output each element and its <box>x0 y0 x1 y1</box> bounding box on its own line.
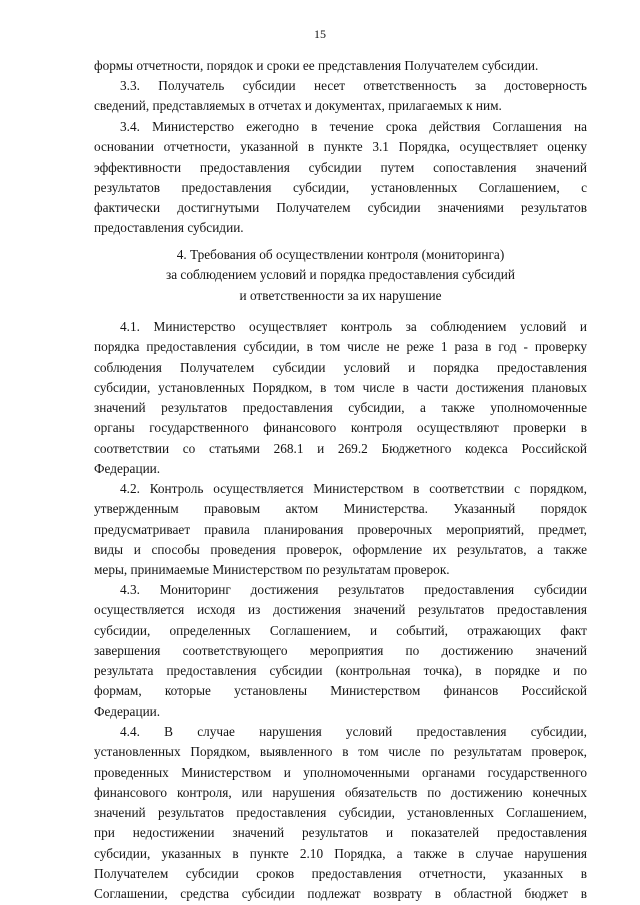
text-line: основании отчетности, указанной в пункте 3.1 Порядка, осуществляет оценку <box>94 139 587 155</box>
text-line: субсидии, установленных Порядком, в том числе в части достижения плановых <box>94 379 587 395</box>
text-line: предоставления субсидии. <box>94 220 244 236</box>
text-line: установленных Порядком, выявленного в том числе по результатам проверок, <box>94 744 587 760</box>
paragraph-4-1 <box>94 317 587 479</box>
text-line: меры, принимаемые Министерством по результатам проверок. <box>94 562 450 578</box>
text-line: значений результатов предоставления субсидии, а также уполномоченные <box>94 400 587 416</box>
text-line: Получателем субсидии сроков предоставления отчетности, указанных в <box>94 866 587 882</box>
text-line: виды и способы проведения проверок, оформление их результатов, а также <box>94 541 587 557</box>
text-line: 4.4. В случае нарушения условий предоставления субсидии, <box>120 724 587 739</box>
text-line: предусматривает правила планирования проверочных мероприятий, предмет, <box>94 521 587 537</box>
text-line: порядка предоставления субсидии, в том числе не реже 1 раза в год - проверку <box>94 339 587 355</box>
section-heading <box>94 245 587 306</box>
text-line: формы отчетности, порядок и сроки ее представления Получателем субсидии. <box>94 58 539 73</box>
text-line: результатов предоставления субсидии, установленных Соглашением, с <box>94 179 587 195</box>
text-line: проведенных Министерством и уполномоченными органами государственного <box>94 764 587 780</box>
text-line: фактически достигнутыми Получателем субсидии значениями результатов <box>94 200 587 216</box>
paragraph-3-4 <box>94 117 587 239</box>
text-line: сведений, представляемых в отчетах и документах, прилагаемых к ним. <box>94 98 502 114</box>
text-line: осуществляется исходя из достижения значений результатов предоставления <box>94 602 587 618</box>
text-line: 3.4. Министерство ежегодно в течение срока действия Соглашения на <box>120 119 587 134</box>
paragraph-continuation <box>94 56 587 76</box>
text-line: при недостижении значений результатов и показателей предоставления <box>94 825 587 841</box>
paragraph-4-4 <box>94 722 587 905</box>
text-line: Федерации. <box>94 703 161 719</box>
text-line: Федерации. <box>94 461 161 477</box>
heading-line: за соблюдением условий и порядка предоставления субсидий <box>165 267 516 283</box>
paragraph-4-2 <box>94 479 587 580</box>
text-line: 4.2. Контроль осуществляется Министерством в соответствии с порядком, <box>120 481 587 496</box>
paragraph-4-3 <box>94 580 587 722</box>
text-line: 4.1. Министерство осуществляет контроль за соблюдением условий и <box>120 319 587 334</box>
text-line: значений результатов предоставления субсидии, установленных Соглашением, <box>94 805 587 821</box>
text-line: утвержденным правовым актом Министерства. Указанный порядок <box>94 501 587 517</box>
text-line: органы государственного финансового контроля осуществляют проверки в <box>94 420 587 436</box>
text-line: завершения соответствующего мероприятия по достижению значений <box>94 642 587 658</box>
page-number: 15 <box>314 27 326 41</box>
text-line: субсидии, указанных в пункте 2.10 Порядка, а также в случае нарушения <box>94 845 587 861</box>
text-line: 4.3. Мониторинг достижения результатов предоставления субсидии <box>120 582 587 597</box>
text-line: соответствии со статьями 268.1 и 269.2 Бюджетного кодекса Российской <box>94 440 587 456</box>
text-line: 3.3. Получатель субсидии несет ответственность за достоверность <box>120 78 587 93</box>
text-line: финансового контроля, или нарушения обязательств по достижению конечных <box>94 784 587 800</box>
paragraph-3-3 <box>94 76 587 117</box>
heading-line: и ответственности за их нарушение <box>239 287 442 303</box>
text-line: эффективности предоставления субсидии путем сопоставления значений <box>94 159 587 175</box>
text-line: формам, которые установлены Министерством финансов Российской <box>94 683 587 699</box>
text-line: субсидии, определенных Соглашением, и событий, отражающих факт <box>94 622 587 638</box>
text-line: Соглашении, средства субсидии подлежат возврату в областной бюджет в <box>94 886 587 902</box>
text-line: результата предоставления субсидии (контрольная точка), в порядке и по <box>94 663 587 679</box>
heading-line: 4. Требования об осуществлении контроля (мониторинга) <box>176 247 505 262</box>
text-line: соблюдения Получателем субсидии условий и порядка предоставления <box>94 359 587 375</box>
